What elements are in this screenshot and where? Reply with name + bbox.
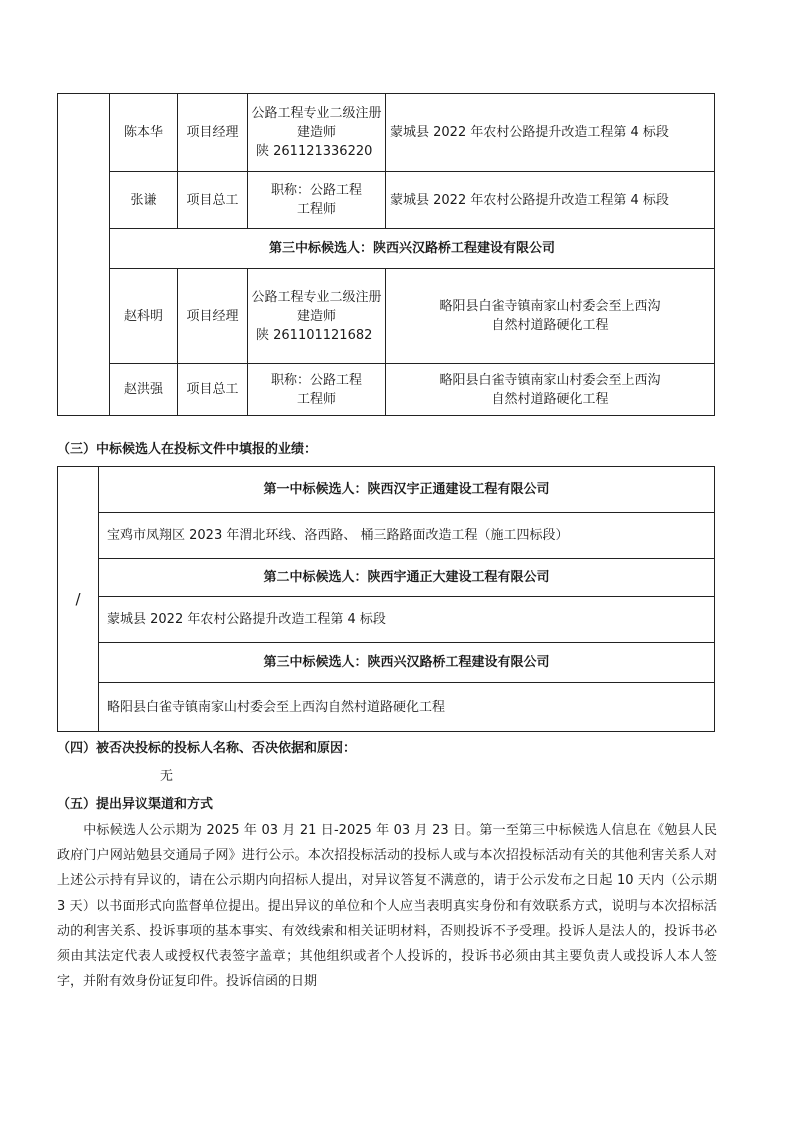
person-cert: [248, 269, 386, 364]
cert-line: 工程师: [296, 202, 336, 217]
section4-heading: （四）被否决投标的投标人名称、否决依据和原因：: [57, 741, 357, 756]
table-row: [58, 513, 715, 559]
table-row: [58, 467, 715, 513]
table-row: [58, 559, 715, 597]
cert-line: 建造师: [296, 308, 336, 324]
person-role: 项目总工: [178, 172, 248, 229]
performance-table: [57, 466, 715, 732]
table-row: [58, 597, 715, 643]
person-cert: [248, 172, 386, 229]
table-row: [58, 172, 715, 229]
cert-line: 建造师: [296, 125, 336, 140]
slash-cell: /: [58, 467, 99, 732]
person-cert: [248, 364, 386, 416]
cert-line: 陕 261121336220: [256, 144, 373, 159]
candidate-project: 略阳县白雀寺镇南家山村委会至上西沟自然村道路硬化工程: [99, 683, 715, 732]
candidate-project: 宝鸡市凤翔区 2023 年渭北环线、洛西路、 桶三路路面改造工程（施工四标段）: [99, 513, 715, 559]
person-name: 赵科明: [110, 269, 178, 364]
person-name: 张谦: [110, 172, 178, 229]
project-line: 自然村道路硬化工程: [491, 391, 609, 407]
person-name: 赵洪强: [110, 364, 178, 416]
cert-line: 工程师: [296, 391, 336, 407]
index-cell: [58, 94, 110, 416]
person-name: 陈本华: [110, 94, 178, 172]
cert-line: 公路工程专业二级注册: [251, 106, 382, 121]
person-role: 项目总工: [178, 364, 248, 416]
person-role: 项目经理: [178, 94, 248, 172]
table-row: [58, 94, 715, 172]
personnel-table: [57, 93, 715, 416]
person-cert: [248, 94, 386, 172]
person-project: [386, 364, 715, 416]
project-line: 自然村道路硬化工程: [491, 318, 609, 333]
table-row: [58, 364, 715, 416]
person-project: [386, 269, 715, 364]
table-row: [58, 269, 715, 364]
section3-heading: （三）中标候选人在投标文件中填报的业绩：: [57, 442, 318, 457]
person-role: 项目经理: [178, 269, 248, 364]
section4-value: 无: [160, 769, 174, 784]
section5-heading: （五）提出异议渠道和方式: [57, 797, 214, 812]
candidate-project: 蒙城县 2022 年农村公路提升改造工程第 4 标段: [99, 597, 715, 643]
person-project: 蒙城县 2022 年农村公路提升改造工程第 4 标段: [386, 172, 715, 229]
cert-line: 职称：公路工程: [270, 183, 362, 198]
third-candidate-title: 第三中标候选人：陕西兴汉路桥工程建设有限公司: [110, 229, 715, 269]
candidate-title: 第二中标候选人：陕西宇通正大建设工程有限公司: [99, 559, 715, 597]
cert-line: 职称：公路工程: [270, 372, 362, 388]
project-line: 略阳县白雀寺镇南家山村委会至上西沟: [439, 299, 661, 314]
cert-line: 陕 261101121682: [256, 327, 373, 343]
section5-paragraph: [57, 818, 717, 994]
candidate-title: 第一中标候选人：陕西汉宇正通建设工程有限公司: [99, 467, 715, 513]
table-row: [58, 643, 715, 683]
person-project: 蒙城县 2022 年农村公路提升改造工程第 4 标段: [386, 94, 715, 172]
paragraph-text: 中标候选人公示期为 2025 年 03 月 21 日-2025 年 03 月 23 日。第一至第三中标候选人信息在《勉县人民政府门户网站勉县交通局子网》进行公示。本次招投标活动的投标人或与本次招投标活动有关的其他利害关系人对上述公示持有异议的，请在公示期内向招标人提出，对异议答复不满意的，请于公示发布之日起 10 天内（公示期 3 天）以书面形式向监督单位提出。提出异议的单位和个人应当表明真实身份和有效联系方式，说明与本次招标活动的利害关系、投诉事项的基本事实、有效线索和相关证明材料，否则投诉不予受理。投诉人是法人的，投诉书必须由其法定代表人或授权代表签字盖章；其他组织或者个人投诉的，投诉书必须由其主要负责人或投诉人本人签字，并附有效身份证复印件。投诉信函的日期: [57, 823, 717, 990]
table-row: [58, 229, 715, 269]
cert-line: 公路工程专业二级注册: [251, 289, 382, 305]
candidate-title: 第三中标候选人：陕西兴汉路桥工程建设有限公司: [99, 643, 715, 683]
table-row: [58, 683, 715, 732]
project-line: 略阳县白雀寺镇南家山村委会至上西沟: [439, 372, 661, 388]
